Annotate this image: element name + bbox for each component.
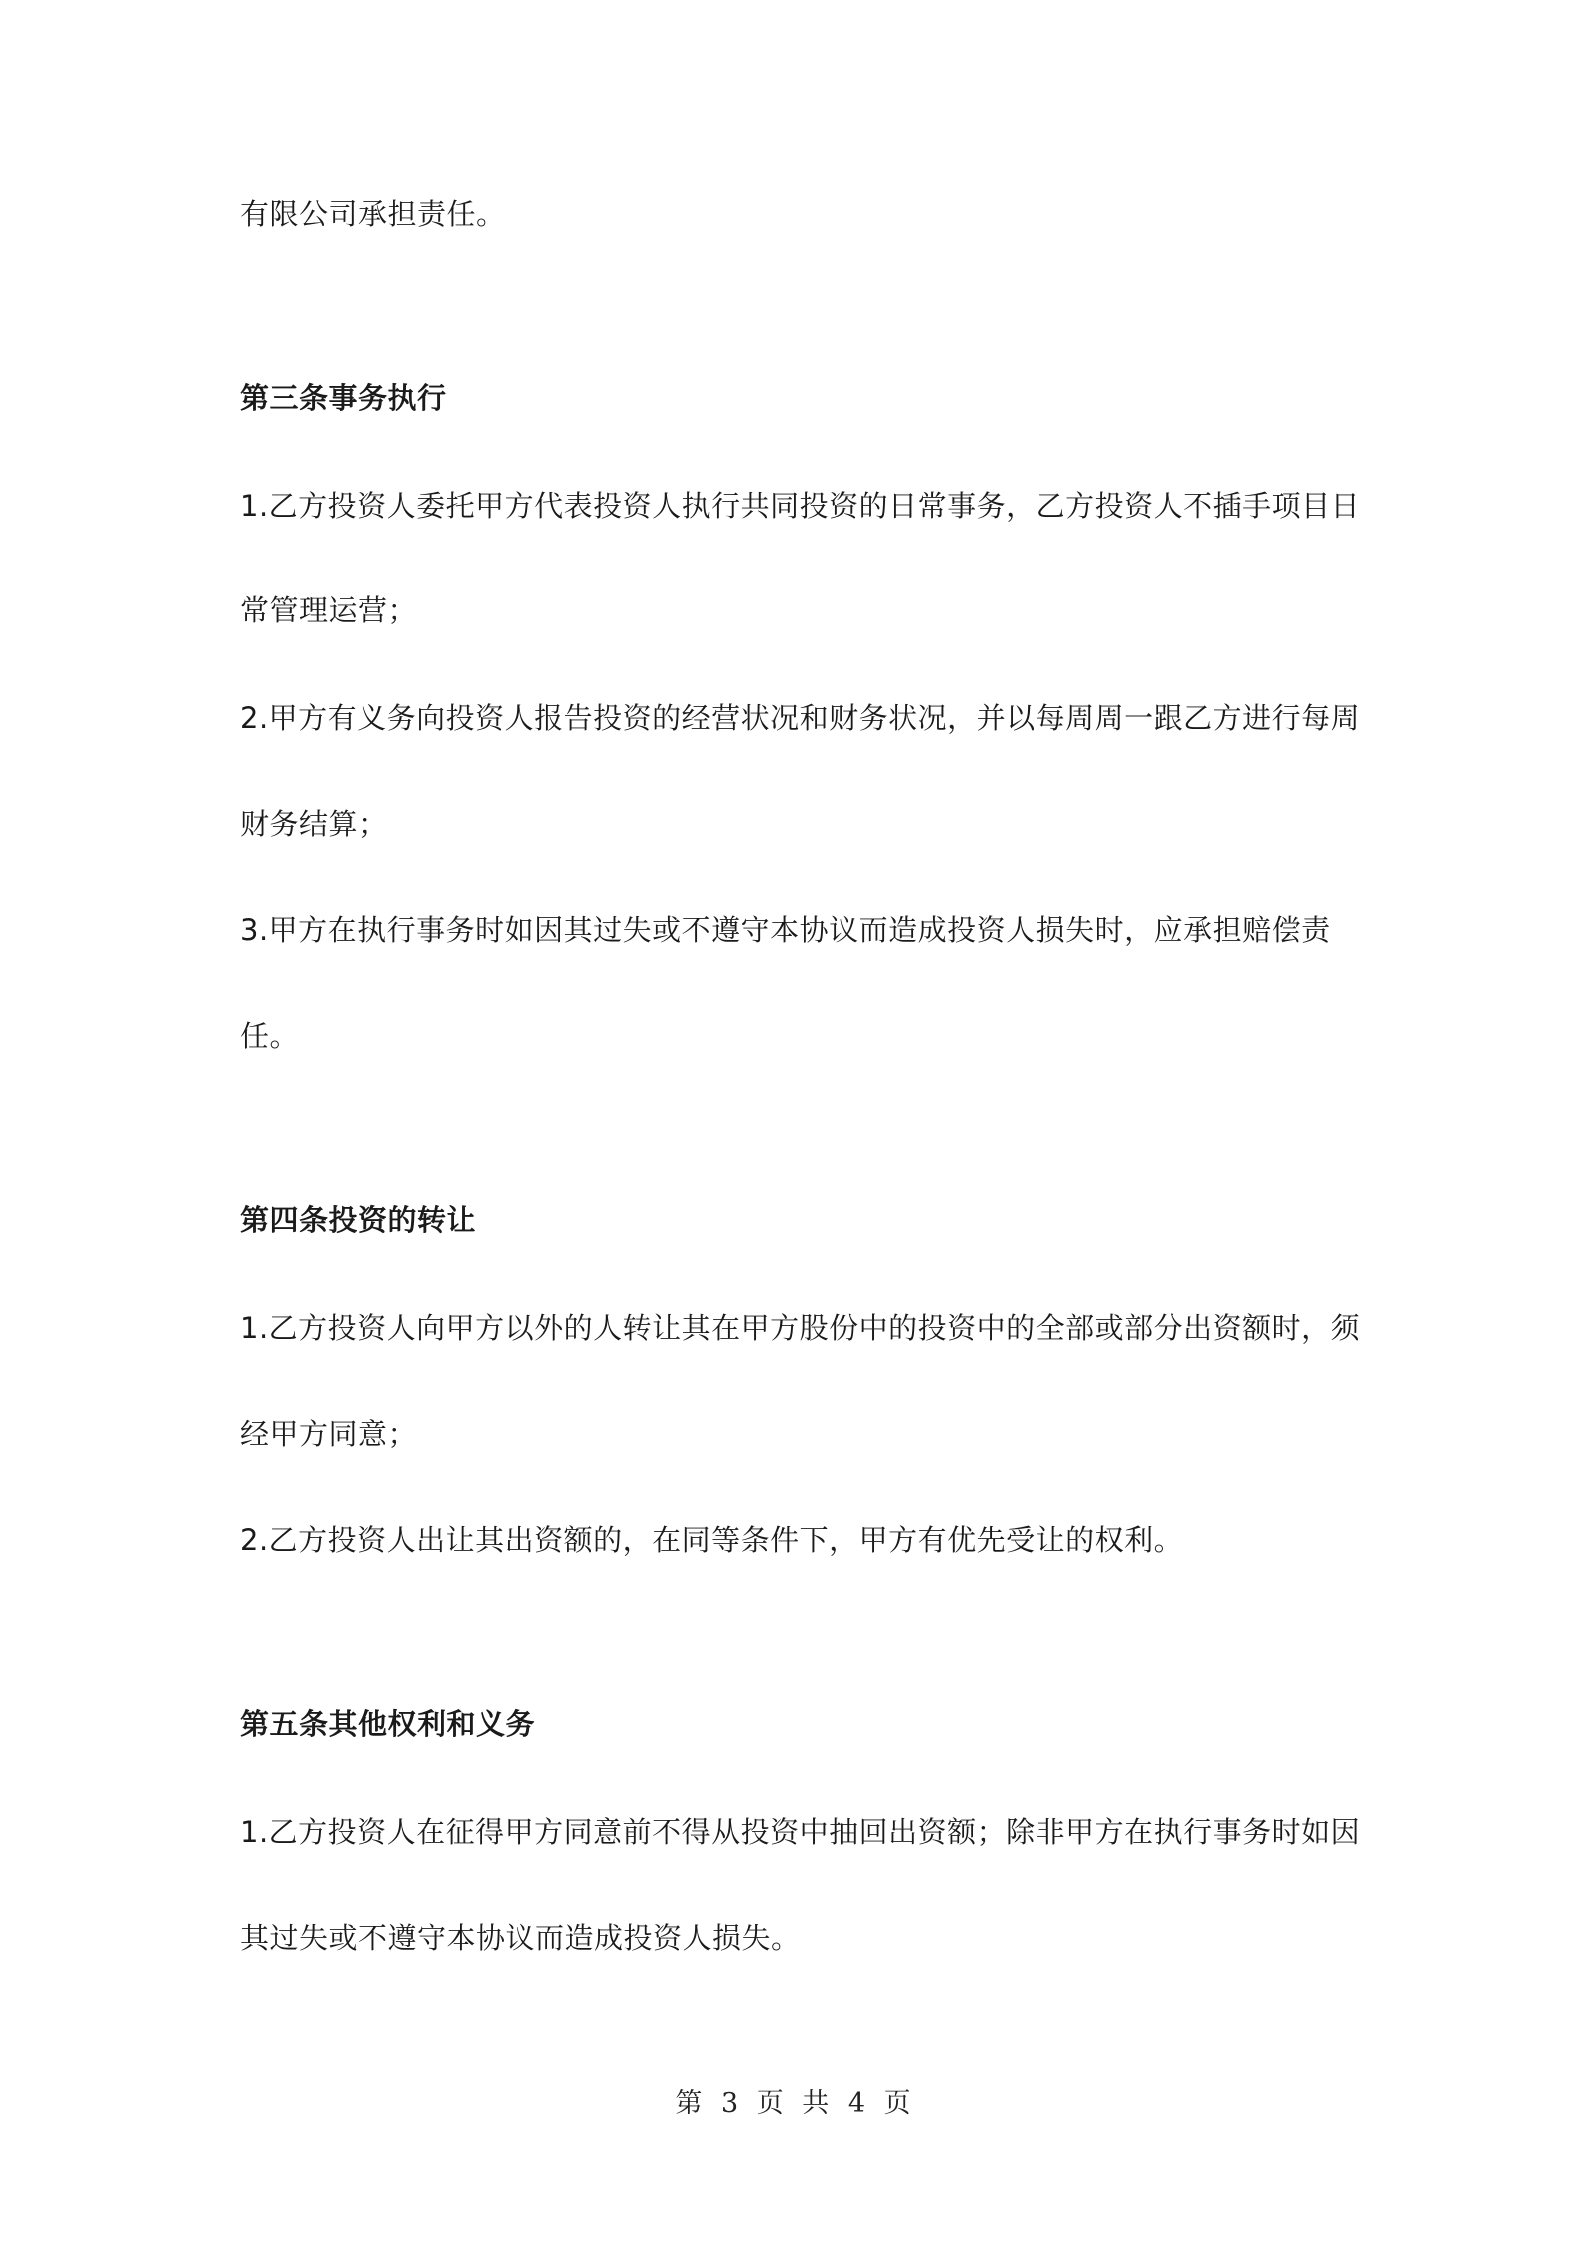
paragraph-line: 其过失或不遵守本协议而造成投资人损失。	[240, 1921, 801, 1955]
page-number-footer: 第 3 页 共 4 页	[675, 2088, 911, 2119]
paragraph-line: 1.乙方投资人向甲方以外的人转让其在甲方股份中的投资中的全部或部分出资额时，须	[240, 1311, 1361, 1345]
paragraph-line: 2.甲方有义务向投资人报告投资的经营状况和财务状况，并以每周周一跟乙方进行每周	[240, 701, 1361, 735]
paragraph-line: 经甲方同意；	[240, 1417, 418, 1451]
paragraph-line: 任。	[240, 1019, 300, 1053]
section-heading-4: 第四条投资的转让	[240, 1203, 477, 1237]
paragraph-line: 财务结算；	[240, 807, 388, 841]
paragraph-line: 2.乙方投资人出让其出资额的，在同等条件下，甲方有优先受让的权利。	[240, 1523, 1184, 1557]
continuation-text: 有限公司承担责任。	[240, 197, 506, 231]
paragraph-line: 常管理运营；	[240, 593, 418, 627]
section-heading-5: 第五条其他权利和义务	[240, 1707, 536, 1741]
paragraph-line: 1.乙方投资人在征得甲方同意前不得从投资中抽回出资额；除非甲方在执行事务时如因	[240, 1815, 1361, 1849]
paragraph-line: 3.甲方在执行事务时如因其过失或不遵守本协议而造成投资人损失时，应承担赔偿责	[240, 913, 1331, 947]
section-heading-3: 第三条事务执行	[240, 381, 447, 415]
paragraph-line: 1.乙方投资人委托甲方代表投资人执行共同投资的日常事务，乙方投资人不插手项目日	[240, 489, 1361, 523]
